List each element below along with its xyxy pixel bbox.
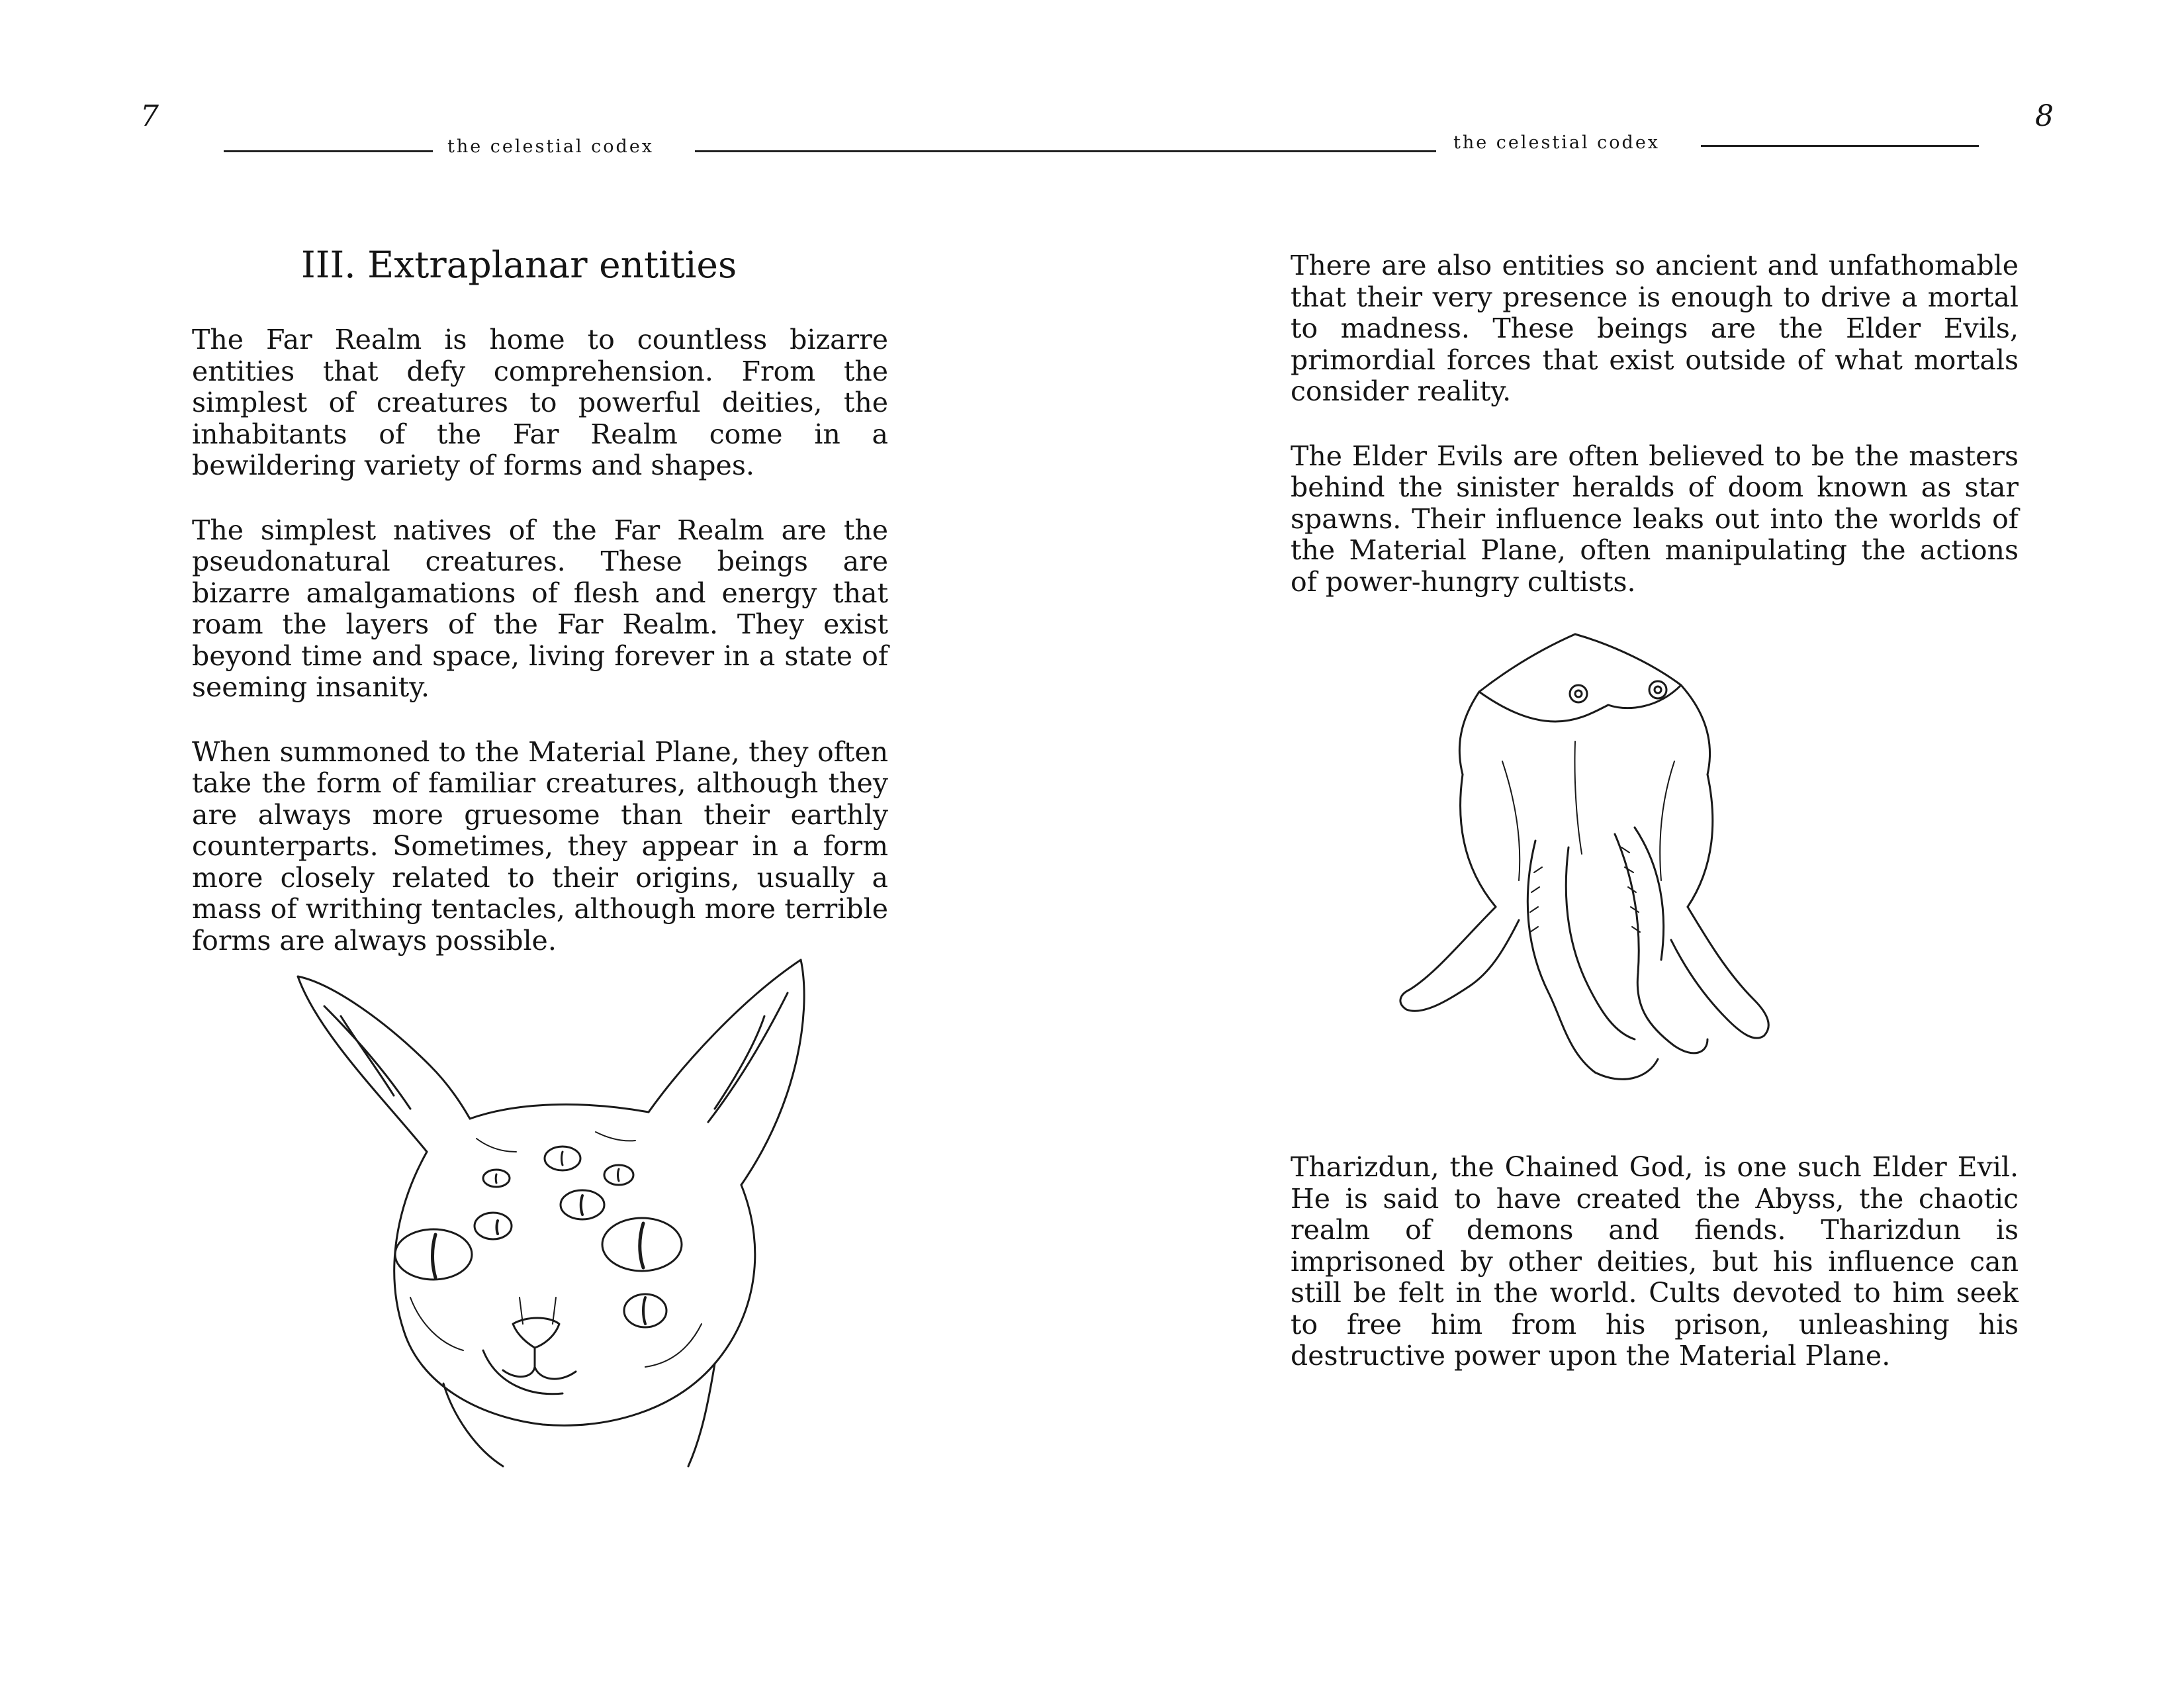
paragraph: Tharizdun, the Chained God, is one such Elder Evil. He is said to have created the Abyss, the chaotic realm of demons and fiends. Tharizdun is imprisoned by other deities, but his influence can still be felt in the world. Cults devoted to him seek to free him from his prison, unleashing his destructive power upon the Material Plane. xyxy=(1291,1151,2019,1372)
left-text-column xyxy=(192,324,888,957)
header-rule-left xyxy=(224,150,433,152)
paragraph: The simplest natives of the Far Realm are the pseudonatural creatures. These beings are bizarre amalgamations of flesh and energy that roam the layers of the Far Realm. They exist beyond time and space, living forever in a state of seeming insanity. xyxy=(192,514,888,703)
paragraph: There are also entities so ancient and unfathomable that their very presence is enough to drive a mortal to madness. These beings are the Elder Evils, primordial forces that exist outside of what mortals consider reality. xyxy=(1291,250,2019,407)
paragraph: The Far Realm is home to countless bizarre entities that defy comprehension. From the simplest of creatures to powerful deities, the inhabitants of the Far Realm come in a bewildering variety of forms and shapes. xyxy=(192,324,888,481)
paragraph: When summoned to the Material Plane, they often take the form of familiar creatures, although they are always more gruesome than their earthly counterparts. Sometimes, they appear in a form more closely related to their origins, usually a mass of writhing tentacles, although more terrible forms are always possible. xyxy=(192,735,888,957)
elder-evil-illustration xyxy=(1396,629,1846,1092)
six-eyed-cat-illustration xyxy=(278,953,874,1470)
right-running-head: the celestial codex xyxy=(1453,132,1661,153)
right-page-number: 8 xyxy=(2035,99,2054,133)
header-rule-center xyxy=(695,150,1436,152)
paragraph: The Elder Evils are often believed to be the masters behind the sinister heralds of doom known as star spawns. Their influence leaks out into the worlds of the Material Plane, often manipulating the actions of power-hungry cultists. xyxy=(1291,440,2019,598)
right-text-column-bottom xyxy=(1291,1152,2019,1372)
left-running-head: the celestial codex xyxy=(447,136,655,157)
section-heading: III. Extraplanar entities xyxy=(301,244,737,286)
header-rule-right xyxy=(1701,145,1979,147)
right-text-column-top xyxy=(1291,250,2019,598)
left-page-number: 7 xyxy=(140,99,159,133)
